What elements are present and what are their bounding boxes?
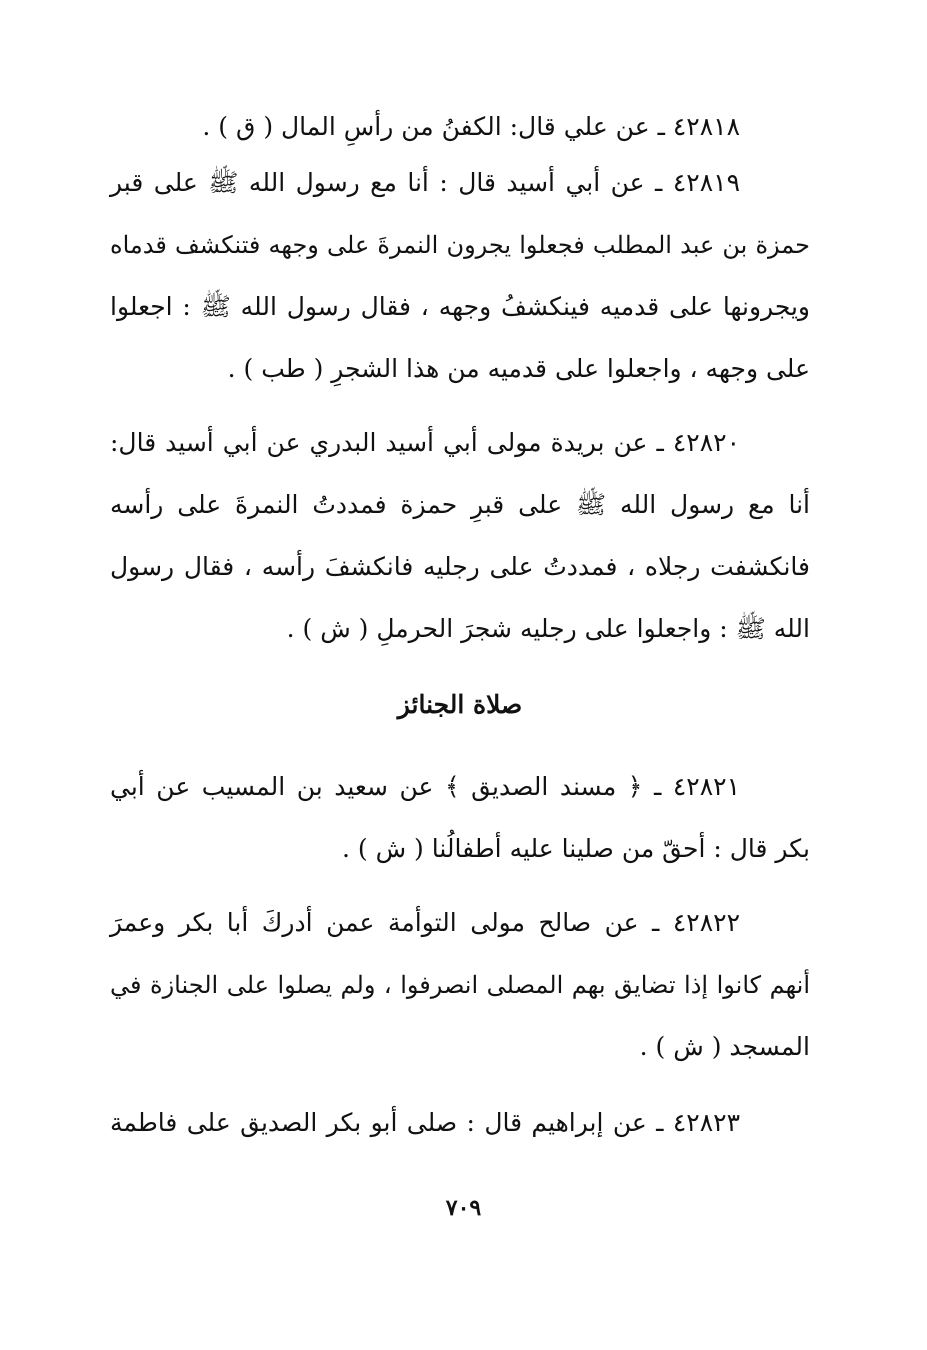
- text-line: حمزة بن عبد المطلب فجعلوا يجرون النمرةَ على وجهه فتنكشف قدماه: [110, 231, 810, 259]
- hadith-42822: [110, 892, 810, 1078]
- text-line: ٤٢٨٢٣ ـ عن إبراهيم قال : صلى أبو بكر الصديق على فاطمة: [110, 1108, 740, 1137]
- text-line: ٤٢٨٢٠ ـ عن بريدة مولى أبي أسيد البدري عن أبي أسيد قال:: [110, 428, 740, 457]
- section-heading: صلاة الجنائز: [397, 690, 523, 719]
- hadith-42818: [110, 96, 810, 158]
- text-line: ٤٢٨١٨ ـ عن علي قال: الكفنُ من رأسِ المال ( ق ) .: [202, 112, 740, 141]
- text-line: على وجهه ، واجعلوا على قدميه من هذا الشجرِ ( طب ) .: [227, 354, 810, 383]
- text-line: أنا مع رسول الله ﷺ على قبرِ حمزة فمددتُ النمرةَ على رأسه: [110, 490, 810, 519]
- hadith-42819: [110, 152, 810, 400]
- page-number: ٧٠٩: [445, 1195, 482, 1221]
- text-line: أنهم كانوا إذا تضايق بهم المصلى انصرفوا ، ولم يصلوا على الجنازة في: [110, 971, 810, 999]
- text-line: الله ﷺ : واجعلوا على رجليه شجرَ الحرملِ ( ش ) .: [286, 614, 810, 643]
- text-line: ٤٢٨٢٢ ـ عن صالح مولى التوأمة عمن أدركَ أبا بكر وعمرَ: [110, 908, 740, 937]
- text-line: ٤٢٨٢١ ـ ﴿ مسند الصديق ﴾ عن سعيد بن المسيب عن أبي: [110, 772, 740, 801]
- text-line: فانكشفت رجلاه ، فمددتُ على رجليه فانكشفَ رأسه ، فقال رسول: [110, 552, 810, 581]
- hadith-42820: [110, 412, 810, 660]
- hadith-42823: [110, 1092, 810, 1154]
- text-line: ٤٢٨١٩ ـ عن أبي أسيد قال : أنا مع رسول الله ﷺ على قبر: [110, 168, 740, 197]
- text-line: المسجد ( ش ) .: [639, 1032, 810, 1061]
- text-line: بكر قال : أحقّ من صلينا عليه أطفالُنا ( ش ) .: [341, 834, 810, 863]
- text-line: ويجرونها على قدميه فينكشفُ وجهه ، فقال رسول الله ﷺ : اجعلوا: [110, 292, 810, 321]
- hadith-42821: [110, 756, 810, 880]
